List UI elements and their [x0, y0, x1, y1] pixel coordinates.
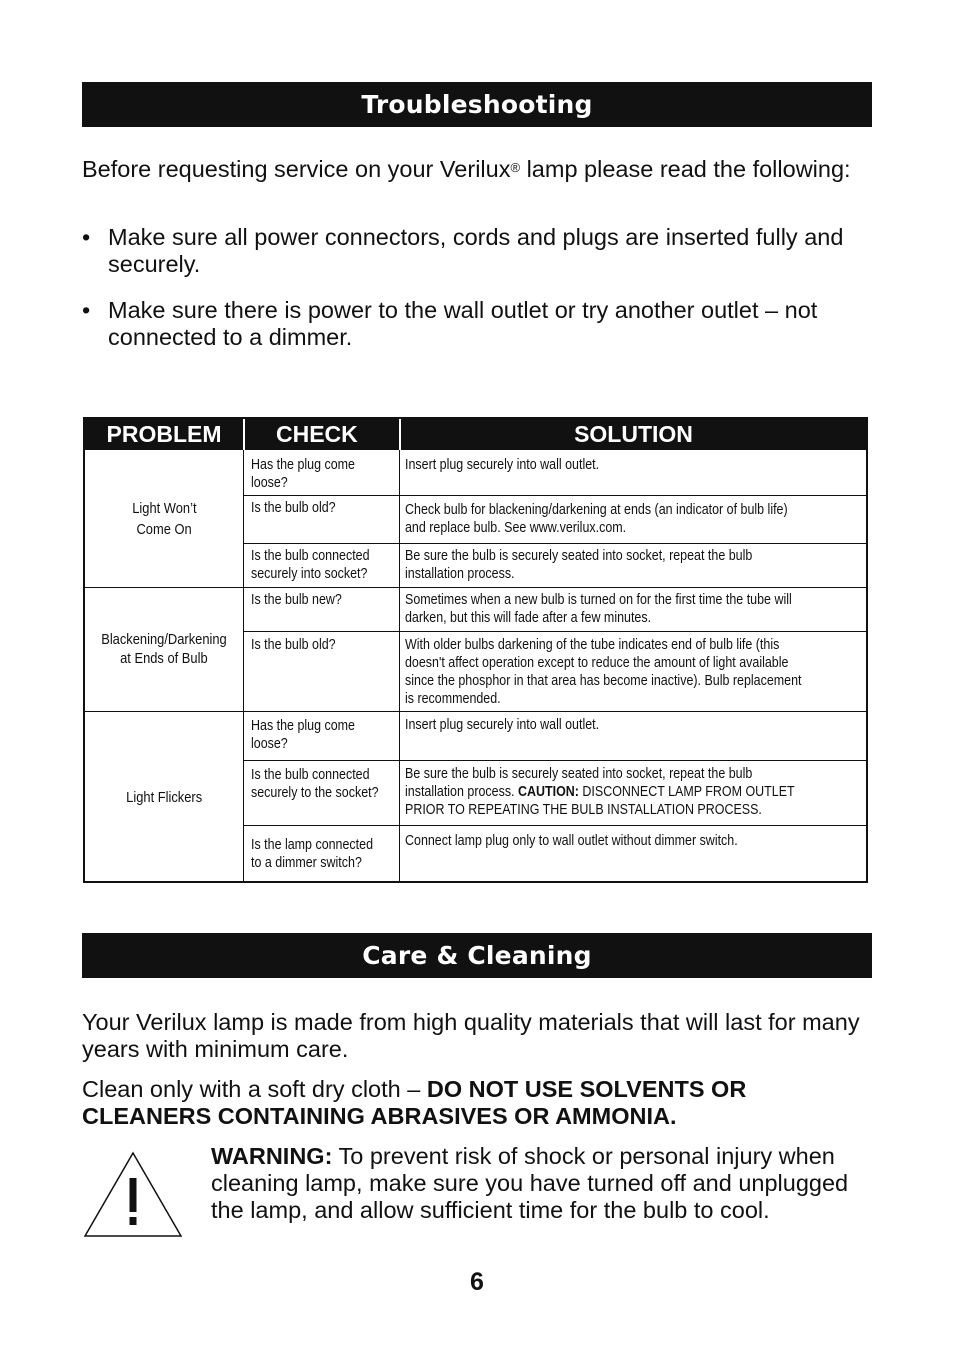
- solution-cell: Sometimes when a new bulb is turned on for the first time the tube will darken, but this will fade after a few minutes.: [405, 592, 792, 626]
- check-cell: Is the bulb connected securely to the socket?: [251, 767, 379, 801]
- bullet-item: [82, 224, 872, 278]
- solution-cell: Be sure the bulb is securely seated into socket, repeat the bulb installation process.: [405, 548, 753, 582]
- page-number: 6: [470, 1268, 484, 1296]
- problem-cell: Light Won’t Come On: [131, 499, 197, 538]
- troubleshooting-intro: Before requesting service on your Verilux® lamp please read the following:: [82, 156, 851, 182]
- solution-cell: Insert plug securely into wall outlet.: [405, 457, 600, 473]
- header-problem: PROBLEM: [85, 419, 243, 450]
- header-solution: SOLUTION: [399, 419, 866, 450]
- bullet-dot: •: [82, 297, 91, 323]
- solution-cell: Connect lamp plug only to wall outlet without dimmer switch.: [405, 833, 738, 849]
- care-cleaning-title: Care & Cleaning: [362, 941, 592, 970]
- troubleshooting-heading: [82, 82, 872, 127]
- check-cell: Has the plug come loose?: [251, 457, 355, 491]
- care-paragraph: Your Verilux lamp is made from high quality materials that will last for many years with minimum care.: [82, 1009, 860, 1062]
- troubleshooting-title: Troubleshooting: [361, 90, 593, 119]
- cleaning-warning-bold: DO NOT USE SOLVENTS OR CLEANERS CONTAINING ABRASIVES OR AMMONIA.: [82, 1076, 747, 1129]
- check-cell: Is the bulb new?: [251, 592, 342, 608]
- caution-label: CAUTION:: [517, 784, 579, 800]
- warning-paragraph: WARNING: To prevent risk of shock or personal injury when cleaning lamp, make sure you have turned off and unplugged the lamp, and allow sufficient time for the bulb to cool.: [211, 1143, 849, 1223]
- troubleshooting-table: [83, 417, 868, 883]
- warning-triangle-icon: [82, 1150, 184, 1238]
- bullet-text: Make sure there is power to the wall outlet or try another outlet – not connected to a dimmer.: [108, 297, 818, 350]
- solution-cell: Check bulb for blackening/darkening at ends (an indicator of bulb life) and replace bulb. See www.verilux.com.: [405, 502, 788, 536]
- warning-label: WARNING:: [211, 1143, 333, 1169]
- problem-cell: Light Flickers: [125, 788, 202, 806]
- bullet-dot: •: [82, 224, 91, 250]
- cleaning-instruction: Clean only with a soft dry cloth – DO NOT USE SOLVENTS OR CLEANERS CONTAINING ABRASIVES OR AMMONIA.: [82, 1076, 747, 1129]
- column-divider: [399, 450, 400, 881]
- check-cell: Has the plug come loose?: [251, 718, 355, 752]
- row-divider: [243, 760, 866, 761]
- check-cell: Is the bulb old?: [251, 637, 336, 653]
- solution-cell: Insert plug securely into wall outlet.: [405, 717, 600, 733]
- row-divider: [243, 543, 866, 544]
- bullet-text: Make sure all power connectors, cords and plugs are inserted fully and securely.: [108, 224, 844, 277]
- check-cell: Is the bulb old?: [251, 500, 336, 516]
- care-cleaning-heading: [82, 933, 872, 978]
- row-divider: [243, 631, 866, 632]
- row-divider: [243, 495, 866, 496]
- check-cell: Is the lamp connected to a dimmer switch?: [251, 837, 374, 871]
- solution-cell: With older bulbs darkening of the tube indicates end of bulb life (this doesn't affect operation except to reduce the amount of light available since the phosphor in that area has become inactive). Bulb replacement is recommended.: [405, 637, 802, 707]
- registered-mark: ®: [510, 160, 521, 175]
- row-divider: [243, 825, 866, 826]
- header-check: CHECK: [243, 419, 399, 450]
- bullet-item: [82, 297, 872, 351]
- solution-cell: Be sure the bulb is securely seated into socket, repeat the bulb installation process. CAUTION: DISCONNECT LAMP FROM OUTLET PRIOR TO REPEATING THE BULB INSTALLATION PROCESS.: [405, 766, 795, 818]
- column-divider: [243, 450, 244, 881]
- problem-cell: Blackening/Darkening at Ends of Bulb: [101, 631, 227, 667]
- check-cell: Is the bulb connected securely into socket?: [251, 548, 370, 582]
